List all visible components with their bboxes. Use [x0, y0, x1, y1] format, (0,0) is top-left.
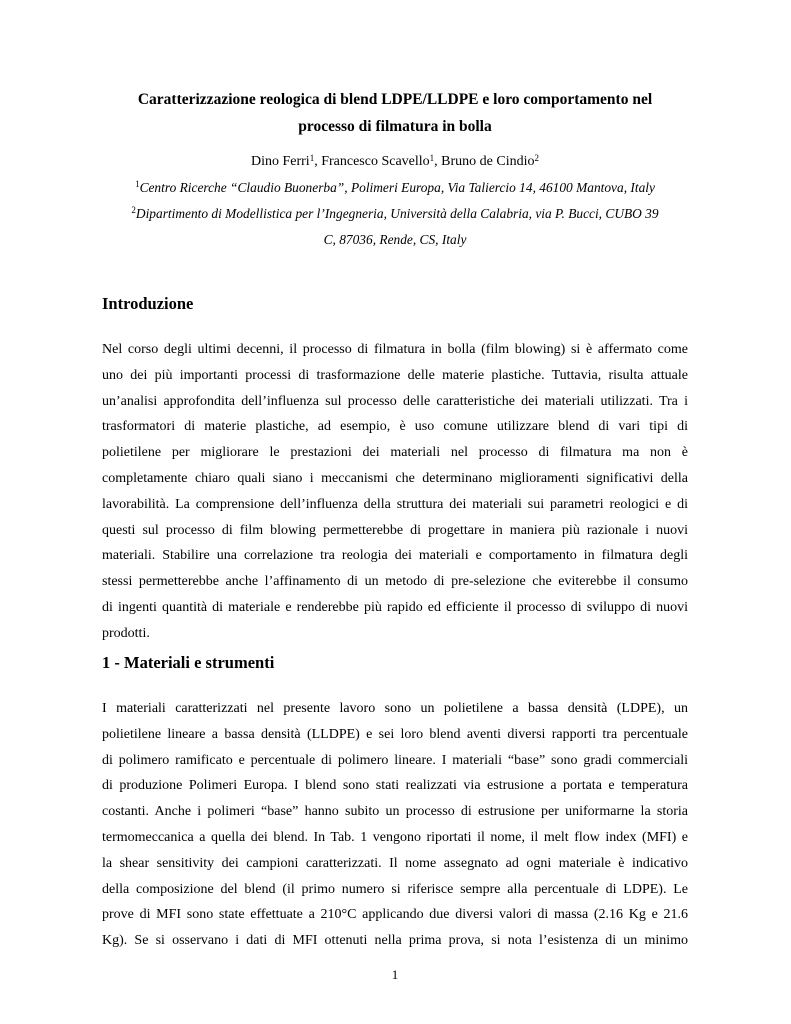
text-line: I materiali caratterizzati nel presente lavoro sono un polietilene a bassa densità (LDPE), un	[102, 701, 688, 716]
introduction-paragraph	[102, 337, 688, 647]
text-line: completamente chiaro quali siano i meccanismi che determinano miglioramenti significativi della	[102, 470, 688, 486]
affiliation-mark: 1	[135, 179, 140, 189]
affiliation-text: Centro Ricerche “Claudio Buonerba”, Polimeri Europa, Via Taliercio 14, 46100 Mantova, Italy	[139, 180, 655, 195]
title-line-2: processo di filmatura in bolla	[298, 118, 492, 135]
title-line-1: Caratterizzazione reologica di blend LDPE/LLDPE e loro comportamento nel	[137, 91, 653, 108]
affiliation-text: Dipartimento di Modellistica per l’Ingegneria, Università della Calabria, via P. Bucci, CUBO 39	[135, 206, 659, 221]
materials-paragraph	[102, 696, 688, 954]
text-line: trasformatori di materie plastiche, ad esempio, è uso comune utilizzare blend di vari tipi di	[102, 419, 688, 435]
affiliation-mark: 2	[131, 205, 136, 215]
author-name: Dino Ferri	[250, 154, 310, 169]
section-heading-introduction: Introduzione	[102, 294, 194, 313]
text-line: stessi permetterebbe anche l’affinamento di un metodo di pre-selezione che eviterebbe il consumo	[102, 574, 688, 590]
text-line: prodotti.	[102, 625, 150, 641]
affiliation-1	[100, 175, 690, 201]
text-line: Nel corso degli ultimi decenni, il processo di filmatura in bolla (film blowing) si è affermato come	[102, 342, 688, 357]
affiliation-2	[100, 201, 690, 253]
author-affiliation-mark: 1	[429, 153, 435, 163]
author-separator: ,	[314, 154, 322, 169]
text-line: termomeccanica a quella dei blend. In Tab. 1 vengono riportati il nome, il melt flow index (MFI) e	[102, 829, 688, 845]
author-list	[100, 150, 690, 174]
author-name: Bruno de Cindio	[441, 154, 535, 169]
author-name: Francesco Scavello	[321, 154, 430, 169]
author-affiliation-mark: 2	[534, 153, 540, 163]
text-line: uno dei più importanti processi di trasformazione delle materie plastiche. Tuttavia, risulta attuale	[102, 367, 688, 383]
text-line: di ingenti quantità di materiale e renderebbe più rapido ed efficiente il processo di sviluppo di nuovi	[102, 599, 688, 615]
text-line: lavorabilità. La comprensione dell’influenza della struttura dei materiali sui parametri reologici e di	[102, 496, 688, 512]
text-line: Kg). Se si osservano i dati di MFI ottenuti nella prima prova, si nota l’esistenza di un minimo	[102, 933, 688, 949]
section-heading-materials: 1 - Materiali e strumenti	[102, 653, 275, 672]
text-line: polietilene per migliorare le prestazioni dei materiali nel processo di filmatura ma non è	[102, 445, 688, 461]
text-line: la shear sensitivity dei campioni caratterizzati. Il nome assegnato ad ogni materiale è indicativo	[102, 855, 688, 871]
text-line: di polimero ramificato e percentuale di polimero lineare. I materiali “base” sono gradi commerciali	[102, 752, 688, 768]
text-line: polietilene lineare a bassa densità (LLDPE) e sei loro blend aventi diversi rapporti tra percentuale	[102, 726, 688, 742]
text-line: materiali. Stabilire una correlazione tra reologia dei materiali e comportamento in filmatura degli	[102, 548, 688, 564]
text-line: della composizione del blend (il primo numero si riferisce sempre alla percentuale di LDPE). Le	[102, 881, 688, 897]
page-number: 1	[391, 967, 399, 982]
text-line: di produzione Polimeri Europa. I blend sono stati realizzati via estrusione a portata e temperatura	[102, 778, 688, 794]
author-separator: ,	[434, 154, 442, 169]
paper-title	[100, 86, 690, 140]
text-line: prove di MFI sono state effettuate a 210°C applicando due diversi valori di massa (2.16 Kg e 21.6	[102, 907, 688, 923]
text-line: costanti. Anche i polimeri “base” hanno subito un processo di estrusione per uniformarne la storia	[102, 804, 688, 820]
author-affiliation-mark: 1	[309, 153, 315, 163]
affiliation-text: C, 87036, Rende, CS, Italy	[323, 232, 467, 247]
text-line: un’analisi approfondita dell’influenza sul processo delle caratteristiche dei materiali utilizzati. Tra i	[102, 393, 688, 409]
text-line: questi sul processo di film blowing permetterebbe di progettare in maniera più razionale i nuovi	[102, 522, 688, 538]
